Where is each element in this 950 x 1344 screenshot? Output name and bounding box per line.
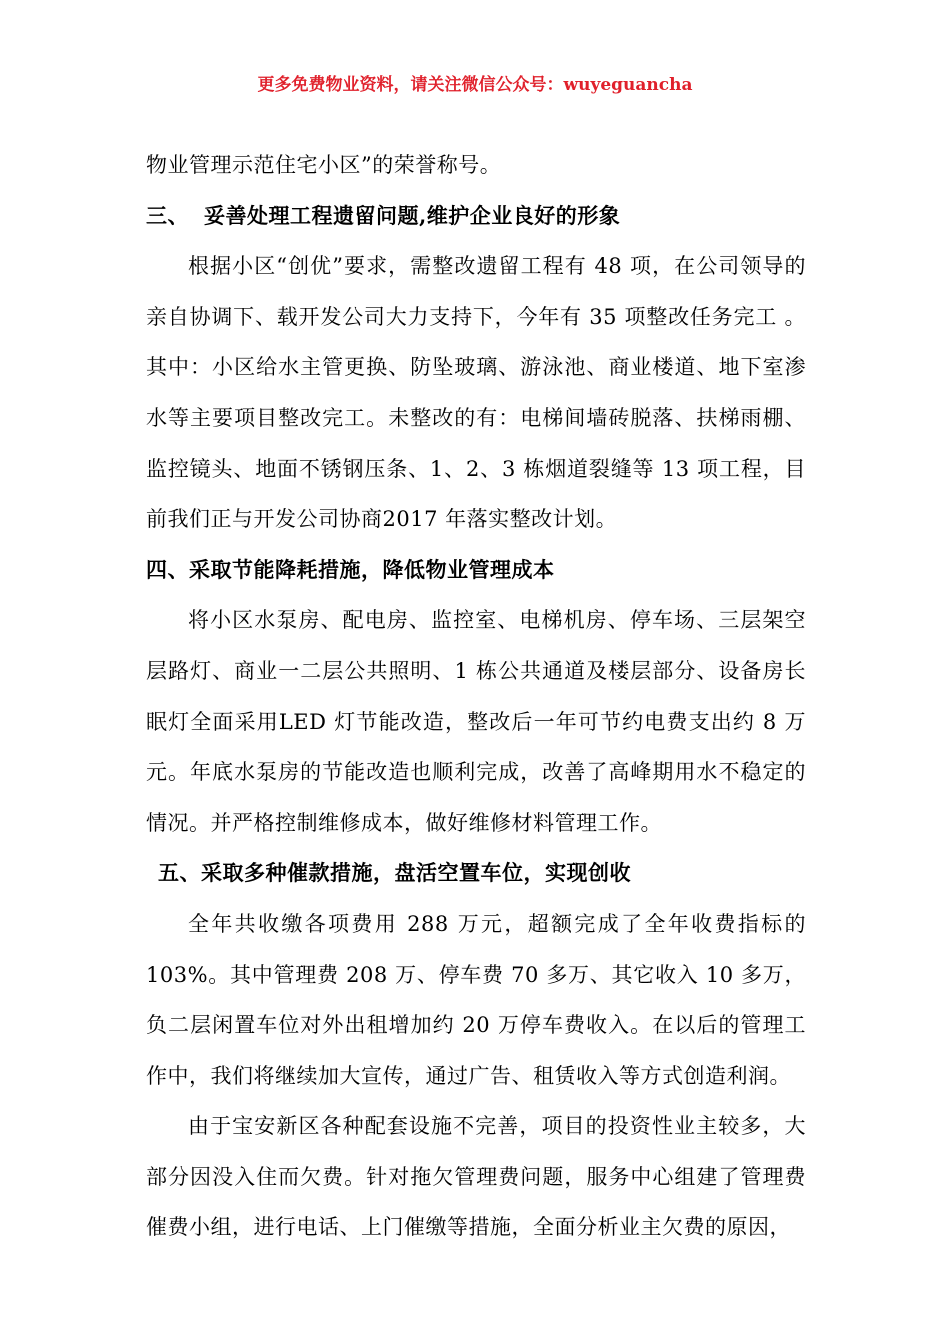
section-five-paragraph-2: 由于宝安新区各种配套设施不完善，项目的投资性业主较多，大部分因没入住而欠费。针对拖欠管理费问题，服务中心组建了管理费催费小组，进行电话、上门催缴等措施，全面分析业主欠费的原因， — [146, 1114, 806, 1240]
section-five-heading: 五、采取多种催款措施，盘活空置车位，实现创收 — [158, 860, 631, 886]
section-three-paragraph: 根据小区“创优”要求，需整改遗留工程有 48 项，在公司领导的亲自协调下、载开发公司大力支持下，今年有 35 项整改任务完工 。其中：小区给水主管更换、防坠玻璃、游泳池、商业楼道、地下室渗水等主要项目整改完工。未整改的有：电梯间墙砖脱落、扶梯雨棚、监控镜头、地面不锈钢压条、1、2、3 栋烟道裂缝等 13 项工程，目前我们正与开发公司协商2017 年落实整改计划。 — [146, 254, 806, 532]
section-five-paragraph-1: 全年共收缴各项费用 288 万元，超额完成了全年收费指标的103%。其中管理费 208 万、停车费 70 多万、其它收入 10 多万，负二层闲置车位对外出租增加约 20 万停车费收入。在以后的管理工作中，我们将继续加大宣传，通过广告、租赁收入等方式创造利润。 — [146, 911, 806, 1088]
section-three-number: 三、 — [146, 202, 189, 228]
section-four-heading: 四、采取节能降耗措施，降低物业管理成本 — [146, 556, 555, 582]
section-three-title: 妥善处理工程遗留问题,维护企业良好的形象 — [204, 202, 621, 228]
section-three-heading — [146, 191, 806, 242]
document-body — [146, 140, 806, 1253]
promo-header: 更多免费物业资料，请关注微信公众号：wuyeguancha — [257, 75, 693, 95]
continuation-paragraph: 物业管理示范住宅小区”的荣誉称号。 — [146, 153, 502, 177]
section-four-paragraph: 将小区水泵房、配电房、监控室、电梯机房、停车场、三层架空层路灯、商业一二层公共照明、1 栋公共通道及楼层部分、设备房长眠灯全面采用LED 灯节能改造，整改后一年可节约电费支出约 8 万元。年底水泵房的节能改造也顺利完成，改善了高峰期用水不稳定的情况。并严格控制维修成本，做好维修材料管理工作。 — [146, 608, 806, 835]
